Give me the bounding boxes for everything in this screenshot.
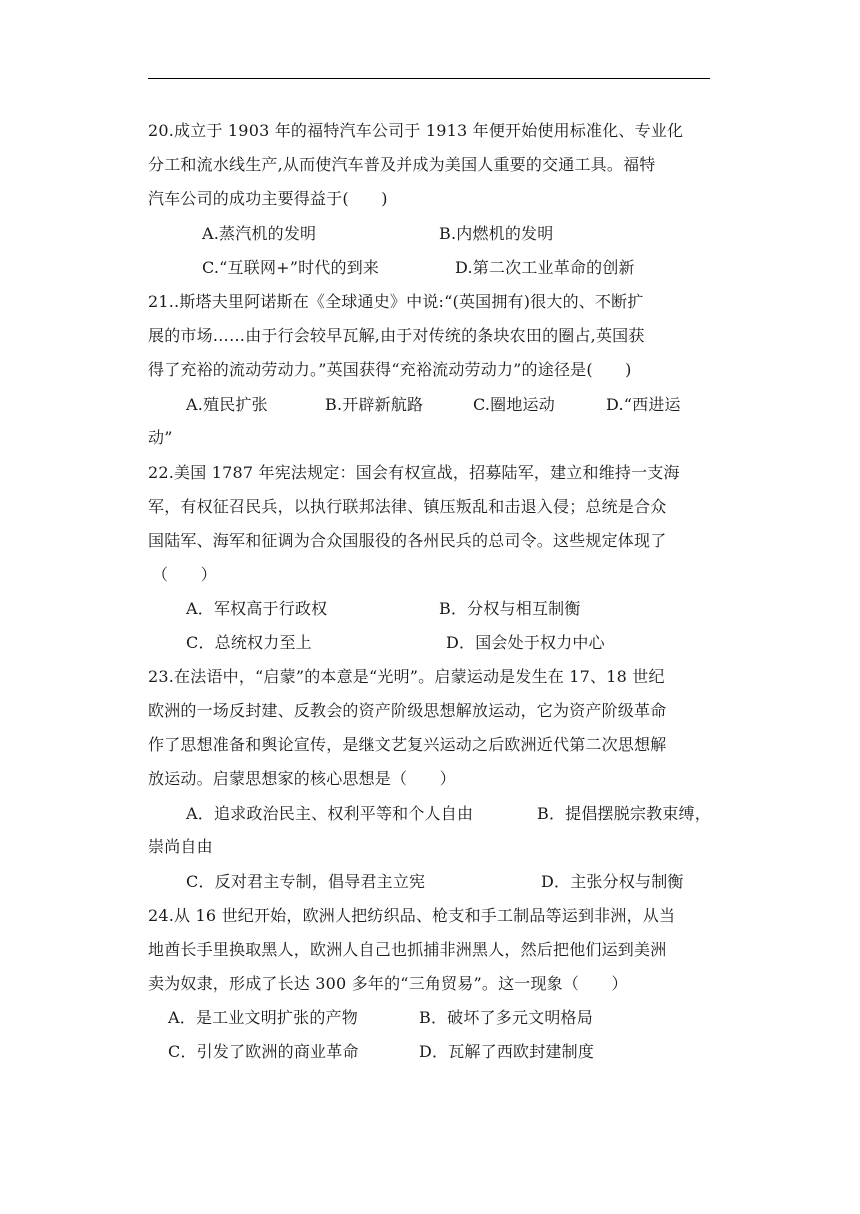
option-d: D.第二次工业革命的创新 (455, 258, 635, 277)
option-b: B．提倡摆脱宗教束缚， (537, 804, 711, 823)
question-text: 23.在法语中，“启蒙”的本意是“光明”。启蒙运动是发生在 17、18 世纪 (148, 667, 665, 686)
answer-bracket: （ ） (152, 565, 217, 584)
option-d: D．主张分权与制衡 (541, 872, 684, 891)
option-a: A.蒸汽机的发明 (202, 224, 317, 243)
option-c: C.圈地运动 (473, 395, 555, 414)
question-text: 军，有权征召民兵，以执行联邦法律、镇压叛乱和击退入侵；总统是合众 (148, 497, 667, 516)
question-text: 24.从 16 世纪开始，欧洲人把纺织品、枪支和手工制品等运到非洲，从当 (148, 906, 676, 925)
option-a: A．追求政治民主、权利平等和个人自由 (186, 804, 474, 823)
question-text: 地酋长手里换取黑人，欧洲人自己也抓捕非洲黑人，然后把他们运到美洲 (148, 940, 667, 959)
option-d: D．国会处于权力中心 (446, 633, 605, 652)
option-c: C．总统权力至上 (186, 633, 312, 652)
header-rule (148, 78, 710, 79)
option-a: A．是工业文明扩张的产物 (168, 1008, 358, 1027)
question-text: 分工和流水线生产,从而使汽车普及并成为美国人重要的交通工具。福特 (148, 155, 656, 174)
option-d-continued: 动” (148, 428, 173, 447)
question-text: 欧洲的一场反封建、反教会的资产阶级思想解放运动，它为资产阶级革命 (148, 701, 667, 720)
question-text: 卖为奴隶，形成了长达 300 多年的“三角贸易”。这一现象（ ） (148, 974, 628, 993)
option-b: B．分权与相互制衡 (439, 599, 581, 618)
option-c: C.“互联网+”时代的到来 (202, 258, 380, 277)
option-d: D．瓦解了西欧封建制度 (419, 1042, 595, 1061)
question-text: 20.成立于 1903 年的福特汽车公司于 1913 年便开始使用标准化、专业化 (148, 121, 684, 140)
question-text: 21..斯塔夫里阿诺斯在《全球通史》中说:“(英国拥有)很大的、不断扩 (148, 292, 644, 311)
option-c: C．引发了欧洲的商业革命 (168, 1042, 359, 1061)
option-a: A．军权高于行政权 (186, 599, 328, 618)
option-a: A.殖民扩张 (186, 395, 268, 414)
question-text: 汽车公司的成功主要得益于( ) (148, 189, 388, 208)
option-b-continued: 崇尚自由 (148, 837, 213, 856)
option-b: B.内燃机的发明 (439, 224, 554, 243)
question-text: 放运动。启蒙思想家的核心思想是（ ） (148, 769, 456, 788)
question-text: 作了思想准备和舆论宣传，是继文艺复兴运动之后欧洲近代第二次思想解 (148, 735, 667, 754)
question-text: 展的市场……由于行会较早瓦解,由于对传统的条块农田的圈占,英国获 (148, 326, 645, 345)
question-text: 22.美国 1787 年宪法规定：国会有权宣战，招募陆军，建立和维持一支海 (148, 463, 680, 482)
option-d: D.“西进运 (606, 395, 681, 414)
question-text: 得了充裕的流动劳动力。”英国获得“充裕流动劳动力”的途径是( ) (148, 360, 632, 379)
option-b: B.开辟新航路 (325, 395, 424, 414)
option-b: B．破坏了多元文明格局 (419, 1008, 593, 1027)
option-c: C．反对君主专制，倡导君主立宪 (186, 872, 426, 891)
question-text: 国陆军、海军和征调为合众国服役的各州民兵的总司令。这些规定体现了 (148, 531, 667, 550)
